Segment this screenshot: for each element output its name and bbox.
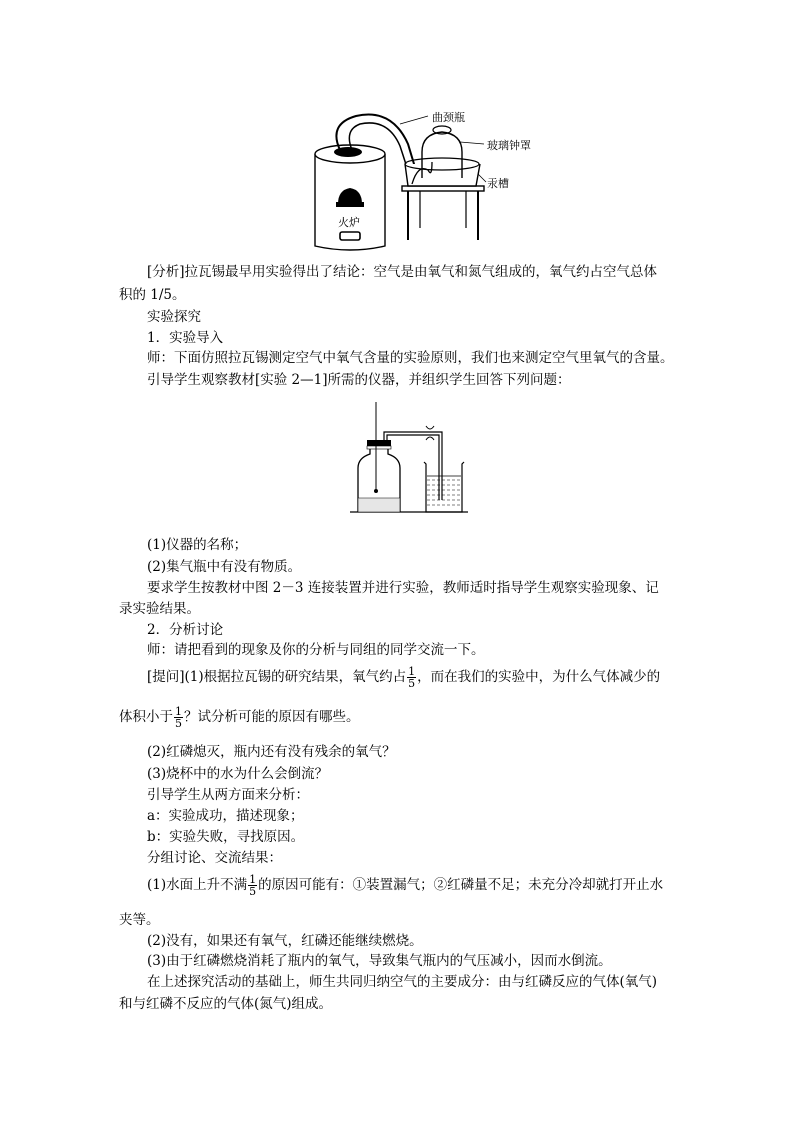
fraction-numerator: 1 bbox=[249, 873, 257, 886]
question-1-text-b: ，而在我们的实验中，为什么气体减少的 bbox=[417, 669, 661, 685]
fraction-one-fifth bbox=[407, 666, 416, 689]
answer-3: (3)由于红磷燃烧消耗了瓶内的氧气，导致集气瓶内的气压减小，因而水倒流。 bbox=[147, 953, 612, 969]
question-flask-content: (2)集气瓶中有没有物质。 bbox=[147, 559, 302, 575]
label-bell-jar: 玻璃钟罩 bbox=[487, 139, 531, 152]
teacher-line-2: 师：请把看到的现象及你的分析与同组的同学交流一下。 bbox=[147, 642, 485, 658]
summary-line-2: 和与红磷不反应的气体(氮气)组成。 bbox=[119, 996, 333, 1012]
fraction-numerator: 1 bbox=[408, 665, 416, 678]
answer-1-line-1 bbox=[147, 874, 707, 897]
question-line-2 bbox=[119, 706, 679, 729]
fraction-denominator: 5 bbox=[408, 677, 416, 690]
teacher-line-1: 师：下面仿照拉瓦锡测定空气中氧气含量的实验原则，我们也来测定空气里氧气的含量。 bbox=[147, 350, 674, 366]
fraction-one-fifth-2 bbox=[174, 706, 183, 729]
guide-line-1: 引导学生观察教材[实验 2—1]所需的仪器，并组织学生回答下列问题： bbox=[147, 372, 571, 388]
summary-line-1: 在上述探究活动的基础上，师生共同归纳空气的主要成分：由与红磷反应的气体(氧气) bbox=[147, 974, 658, 990]
option-a: a：实验成功，描述现象； bbox=[147, 808, 304, 824]
analysis-line-1: [分析]拉瓦锡最早用实验得出了结论：空气是由氧气和氮气组成的，氧气约占空气总体 bbox=[147, 264, 658, 280]
phosphorus-experiment-figure bbox=[350, 402, 470, 516]
subheading-discussion: 2．分析讨论 bbox=[147, 622, 224, 638]
fraction-denominator: 5 bbox=[175, 717, 182, 730]
requirement-line-2: 录实验结果。 bbox=[119, 601, 200, 617]
answer-1-line-2: 夹等。 bbox=[119, 912, 160, 928]
option-b: b：实验失败，寻找原因。 bbox=[147, 829, 305, 845]
label-mercury-trough: 汞槽 bbox=[487, 177, 509, 190]
question-2: (2)红磷熄灭，瓶内还有没有残余的氧气？ bbox=[147, 744, 396, 760]
answer-1-text-b: 的原因可能有：①装置漏气；②红磷量不足；未充分冷却就打开止水 bbox=[258, 877, 664, 893]
label-furnace: 火炉 bbox=[338, 216, 360, 229]
fraction-one-fifth-3 bbox=[248, 874, 257, 897]
fraction-numerator: 1 bbox=[175, 705, 182, 718]
label-retort-flask: 曲颈瓶 bbox=[432, 111, 465, 124]
group-discussion: 分组讨论、交流结果： bbox=[147, 850, 282, 866]
question-3: (3)烧杯中的水为什么会倒流？ bbox=[147, 766, 329, 782]
fraction-denominator: 5 bbox=[249, 885, 257, 898]
question-line-1 bbox=[147, 666, 707, 689]
question-1-text-a: [提问](1)根据拉瓦锡的研究结果，氧气约占 bbox=[147, 669, 407, 685]
question-1-text-c: 体积小于 bbox=[119, 709, 173, 725]
answer-1-text-a: (1)水面上升不满 bbox=[147, 877, 248, 893]
analysis-line-2: 积的 1/5。 bbox=[119, 287, 186, 303]
requirement-line-1: 要求学生按教材中图 2－3 连接装置并进行实验，教师适时指导学生观察实验现象、记 bbox=[147, 580, 659, 596]
question-instrument-name: (1)仪器的名称； bbox=[147, 537, 248, 553]
answer-2: (2)没有，如果还有氧气，红磷还能继续燃烧。 bbox=[147, 933, 423, 949]
question-1-text-d: ？试分析可能的原因有哪些。 bbox=[184, 709, 360, 725]
subheading-intro: 1．实验导入 bbox=[147, 330, 224, 346]
guide-line-2: 引导学生从两方面来分析： bbox=[147, 787, 309, 803]
section-heading-explore: 实验探究 bbox=[147, 309, 201, 325]
